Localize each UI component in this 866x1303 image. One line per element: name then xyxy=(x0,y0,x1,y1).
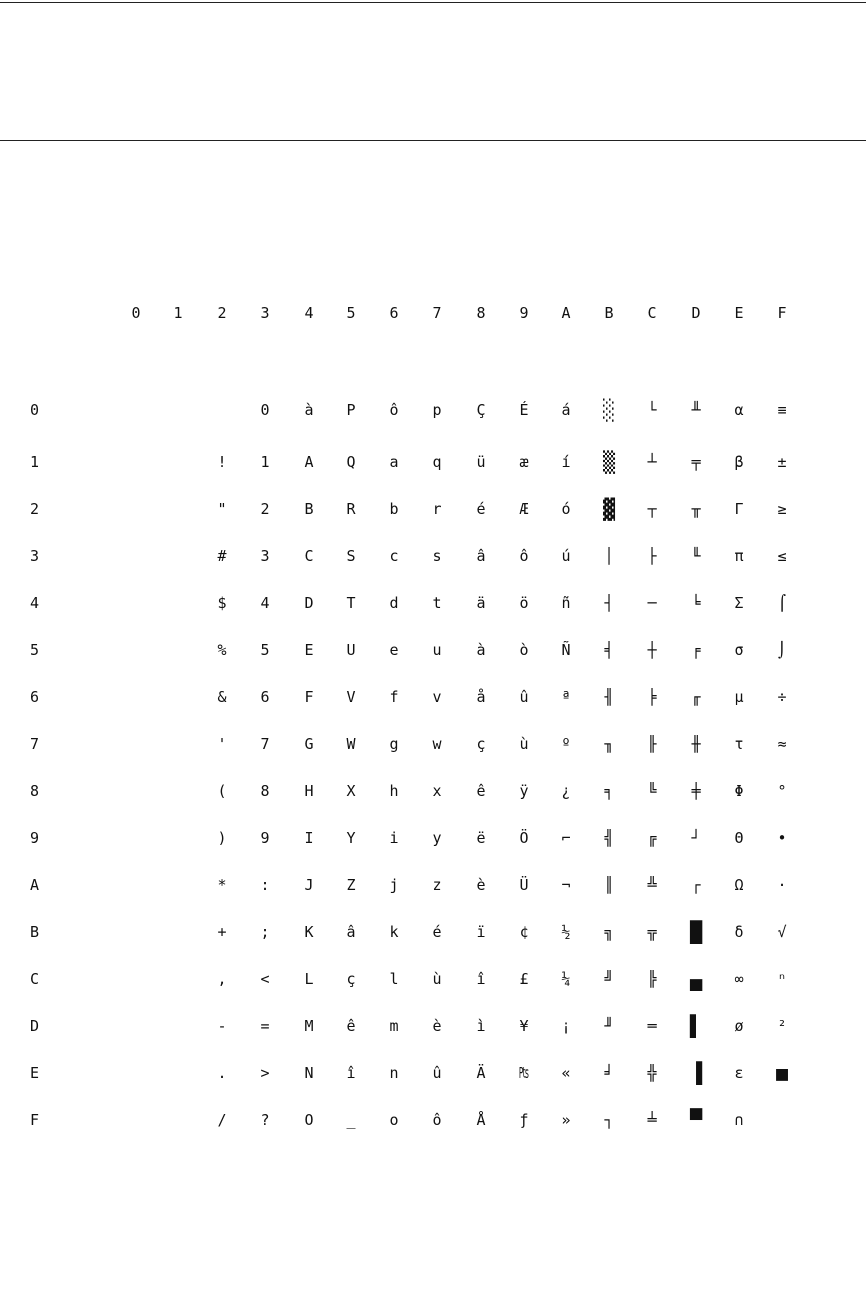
glyph-cell: ° xyxy=(777,782,787,800)
glyph-cell: K xyxy=(304,923,314,941)
row-header-a: A xyxy=(30,876,40,894)
row-header-c: C xyxy=(30,970,40,988)
glyph-cell: √ xyxy=(777,923,787,941)
glyph-cell: █ xyxy=(689,920,703,944)
glyph-cell: │ xyxy=(604,547,614,565)
glyph-cell: ä xyxy=(476,594,486,612)
glyph-cell: Ω xyxy=(734,876,744,894)
glyph-cell: ■ xyxy=(775,1061,789,1085)
row-header-2: 2 xyxy=(30,500,40,518)
glyph-cell: * xyxy=(217,876,227,894)
top-rule xyxy=(0,2,866,3)
glyph-cell: α xyxy=(734,401,744,419)
glyph-cell: I xyxy=(304,829,314,847)
glyph-cell: F xyxy=(304,688,314,706)
glyph-cell: ≡ xyxy=(777,401,787,419)
glyph-cell: 0 xyxy=(260,401,270,419)
glyph-cell: G xyxy=(304,735,314,753)
glyph-cell: ¿ xyxy=(561,782,571,800)
glyph-cell: Φ xyxy=(734,782,744,800)
glyph-cell: ├ xyxy=(647,547,657,565)
glyph-cell: Y xyxy=(346,829,356,847)
glyph-cell: ╓ xyxy=(691,688,701,706)
glyph-cell: E xyxy=(304,641,314,659)
glyph-cell: # xyxy=(217,547,227,565)
glyph-cell: ╒ xyxy=(691,641,701,659)
glyph-cell: β xyxy=(734,453,744,471)
glyph-cell: h xyxy=(389,782,399,800)
column-header-b: B xyxy=(604,304,614,322)
glyph-cell: á xyxy=(561,401,571,419)
glyph-cell: ≈ xyxy=(777,735,787,753)
glyph-cell: p xyxy=(432,401,442,419)
glyph-cell: à xyxy=(304,401,314,419)
glyph-cell: r xyxy=(432,500,442,518)
glyph-cell: a xyxy=(389,453,399,471)
glyph-cell: 8 xyxy=(260,782,270,800)
glyph-cell: Ü xyxy=(519,876,529,894)
glyph-cell: ¼ xyxy=(561,970,571,988)
glyph-cell: Ñ xyxy=(561,641,571,659)
glyph-cell: d xyxy=(389,594,399,612)
glyph-cell: ó xyxy=(561,500,571,518)
glyph-cell: ┤ xyxy=(604,594,614,612)
glyph-cell: 3 xyxy=(260,547,270,565)
glyph-cell: - xyxy=(217,1017,227,1035)
glyph-cell: ô xyxy=(432,1111,442,1129)
glyph-cell: ⌠ xyxy=(777,594,787,612)
glyph-cell: • xyxy=(777,829,787,847)
glyph-cell: ═ xyxy=(647,1017,657,1035)
glyph-cell: ø xyxy=(734,1017,744,1035)
glyph-cell: . xyxy=(217,1064,227,1082)
glyph-cell: ╞ xyxy=(647,688,657,706)
column-header-7: 7 xyxy=(432,304,442,322)
glyph-cell: ú xyxy=(561,547,571,565)
glyph-cell: X xyxy=(346,782,356,800)
glyph-cell: Γ xyxy=(734,500,744,518)
row-header-0: 0 xyxy=(30,401,40,419)
glyph-cell: < xyxy=(260,970,270,988)
glyph-cell: D xyxy=(304,594,314,612)
glyph-cell: l xyxy=(389,970,399,988)
glyph-cell: « xyxy=(561,1064,571,1082)
glyph-cell: Æ xyxy=(519,500,529,518)
glyph-cell: ╙ xyxy=(691,547,701,565)
glyph-cell: M xyxy=(304,1017,314,1035)
glyph-cell: S xyxy=(346,547,356,565)
column-header-e: E xyxy=(734,304,744,322)
glyph-cell: · xyxy=(777,876,787,894)
glyph-cell: H xyxy=(304,782,314,800)
row-header-1: 1 xyxy=(30,453,40,471)
glyph-cell: ╕ xyxy=(604,782,614,800)
glyph-cell: ò xyxy=(519,641,529,659)
column-header-f: F xyxy=(777,304,787,322)
glyph-cell: ╠ xyxy=(647,970,657,988)
glyph-cell: ù xyxy=(432,970,442,988)
glyph-cell: ö xyxy=(519,594,529,612)
glyph-cell: i xyxy=(389,829,399,847)
glyph-cell: q xyxy=(432,453,442,471)
glyph-cell: w xyxy=(432,735,442,753)
glyph-cell: ╚ xyxy=(647,782,657,800)
row-header-f: F xyxy=(30,1111,40,1129)
row-header-3: 3 xyxy=(30,547,40,565)
glyph-cell: + xyxy=(217,923,227,941)
glyph-cell: ┬ xyxy=(647,500,657,518)
glyph-cell: ê xyxy=(476,782,486,800)
glyph-cell: ç xyxy=(476,735,486,753)
glyph-cell: ( xyxy=(217,782,227,800)
glyph-cell: ▀ xyxy=(689,1108,703,1132)
glyph-cell: å xyxy=(476,688,486,706)
glyph-cell: T xyxy=(346,594,356,612)
glyph-cell: , xyxy=(217,970,227,988)
glyph-cell: s xyxy=(432,547,442,565)
glyph-cell: ╜ xyxy=(604,1017,614,1035)
glyph-cell: ╖ xyxy=(604,735,614,753)
glyph-cell: ╝ xyxy=(604,970,614,988)
glyph-cell: ╥ xyxy=(691,500,701,518)
glyph-cell: ╩ xyxy=(647,876,657,894)
glyph-cell: ) xyxy=(217,829,227,847)
glyph-cell: t xyxy=(432,594,442,612)
glyph-cell: ▄ xyxy=(689,967,703,991)
glyph-cell: ╫ xyxy=(691,735,701,753)
row-header-4: 4 xyxy=(30,594,40,612)
column-header-8: 8 xyxy=(476,304,486,322)
glyph-cell: m xyxy=(389,1017,399,1035)
column-header-9: 9 xyxy=(519,304,529,322)
glyph-cell: ╛ xyxy=(604,1064,614,1082)
glyph-cell: é xyxy=(476,500,486,518)
glyph-cell: Å xyxy=(476,1111,486,1129)
glyph-cell: ê xyxy=(346,1017,356,1035)
row-header-6: 6 xyxy=(30,688,40,706)
glyph-cell: º xyxy=(561,735,571,753)
glyph-cell: j xyxy=(389,876,399,894)
glyph-cell: » xyxy=(561,1111,571,1129)
glyph-cell: ƒ xyxy=(519,1111,529,1129)
glyph-cell: ô xyxy=(519,547,529,565)
row-header-b: B xyxy=(30,923,40,941)
glyph-cell: y xyxy=(432,829,442,847)
glyph-cell: ¡ xyxy=(561,1017,571,1035)
glyph-cell: 4 xyxy=(260,594,270,612)
glyph-cell: ÷ xyxy=(777,688,787,706)
glyph-cell: ? xyxy=(260,1111,270,1129)
glyph-cell: ░ xyxy=(602,398,616,422)
glyph-cell: ô xyxy=(389,401,399,419)
glyph-cell: ╗ xyxy=(604,923,614,941)
glyph-cell: û xyxy=(519,688,529,706)
column-header-a: A xyxy=(561,304,571,322)
glyph-cell: c xyxy=(389,547,399,565)
glyph-cell: " xyxy=(217,500,227,518)
column-header-6: 6 xyxy=(389,304,399,322)
glyph-cell: _ xyxy=(346,1111,356,1129)
glyph-cell: ╦ xyxy=(647,923,657,941)
glyph-cell: ┴ xyxy=(647,453,657,471)
row-header-d: D xyxy=(30,1017,40,1035)
row-header-8: 8 xyxy=(30,782,40,800)
glyph-cell: ╬ xyxy=(647,1064,657,1082)
glyph-cell: ╨ xyxy=(691,401,701,419)
glyph-cell: ñ xyxy=(561,594,571,612)
glyph-cell: ç xyxy=(346,970,356,988)
glyph-cell: 6 xyxy=(260,688,270,706)
glyph-cell: V xyxy=(346,688,356,706)
glyph-cell: A xyxy=(304,453,314,471)
glyph-cell: Θ xyxy=(734,829,744,847)
glyph-cell: ▌ xyxy=(689,1014,703,1038)
glyph-cell: 5 xyxy=(260,641,270,659)
glyph-cell: x xyxy=(432,782,442,800)
row-header-e: E xyxy=(30,1064,40,1082)
glyph-cell: ║ xyxy=(604,876,614,894)
glyph-cell: δ xyxy=(734,923,744,941)
glyph-cell: / xyxy=(217,1111,227,1129)
column-header-5: 5 xyxy=(346,304,356,322)
glyph-cell: & xyxy=(217,688,227,706)
glyph-cell: b xyxy=(389,500,399,518)
glyph-cell: π xyxy=(734,547,744,565)
row-header-9: 9 xyxy=(30,829,40,847)
glyph-cell: É xyxy=(519,401,529,419)
glyph-cell: â xyxy=(346,923,356,941)
row-header-5: 5 xyxy=(30,641,40,659)
glyph-cell: è xyxy=(432,1017,442,1035)
glyph-cell: f xyxy=(389,688,399,706)
column-header-2: 2 xyxy=(217,304,227,322)
column-header-0: 0 xyxy=(131,304,141,322)
glyph-cell: â xyxy=(476,547,486,565)
glyph-cell: Ö xyxy=(519,829,529,847)
glyph-cell: ¬ xyxy=(561,876,571,894)
glyph-cell: C xyxy=(304,547,314,565)
column-header-1: 1 xyxy=(173,304,183,322)
glyph-cell: Ä xyxy=(476,1064,486,1082)
glyph-cell: Σ xyxy=(734,594,744,612)
glyph-cell: ∞ xyxy=(734,970,744,988)
glyph-cell: ╢ xyxy=(604,688,614,706)
glyph-cell: ë xyxy=(476,829,486,847)
glyph-cell: ┐ xyxy=(604,1111,614,1129)
glyph-cell: 9 xyxy=(260,829,270,847)
glyph-cell: ╣ xyxy=(604,829,614,847)
glyph-cell: ╘ xyxy=(691,594,701,612)
glyph-cell: ╔ xyxy=(647,829,657,847)
glyph-cell: J xyxy=(304,876,314,894)
glyph-cell: £ xyxy=(519,970,529,988)
glyph-cell: ┘ xyxy=(691,829,701,847)
glyph-cell: ╟ xyxy=(647,735,657,753)
column-header-c: C xyxy=(647,304,657,322)
glyph-cell: σ xyxy=(734,641,744,659)
glyph-cell: ₧ xyxy=(519,1064,529,1082)
glyph-cell: à xyxy=(476,641,486,659)
glyph-cell: └ xyxy=(647,401,657,419)
glyph-cell: $ xyxy=(217,594,227,612)
glyph-cell: ½ xyxy=(561,923,571,941)
glyph-cell: g xyxy=(389,735,399,753)
glyph-cell: k xyxy=(389,923,399,941)
glyph-cell: ┼ xyxy=(647,641,657,659)
glyph-cell: î xyxy=(346,1064,356,1082)
glyph-cell: é xyxy=(432,923,442,941)
glyph-cell: O xyxy=(304,1111,314,1129)
column-header-d: D xyxy=(691,304,701,322)
glyph-cell: ⌐ xyxy=(561,829,571,847)
glyph-cell: ² xyxy=(777,1017,787,1035)
glyph-cell: ⁿ xyxy=(777,970,787,988)
glyph-cell: : xyxy=(260,876,270,894)
glyph-cell: n xyxy=(389,1064,399,1082)
glyph-cell: N xyxy=(304,1064,314,1082)
glyph-cell: v xyxy=(432,688,442,706)
glyph-cell: ì xyxy=(476,1017,486,1035)
glyph-cell: ± xyxy=(777,453,787,471)
glyph-cell: ⌡ xyxy=(777,641,787,659)
glyph-cell: u xyxy=(432,641,442,659)
glyph-cell: ╡ xyxy=(604,641,614,659)
glyph-cell: z xyxy=(432,876,442,894)
glyph-cell: ∩ xyxy=(734,1111,744,1129)
glyph-cell: ü xyxy=(476,453,486,471)
glyph-cell: ≤ xyxy=(777,547,787,565)
glyph-cell: e xyxy=(389,641,399,659)
glyph-cell: R xyxy=(346,500,356,518)
glyph-cell: ▓ xyxy=(602,497,616,521)
glyph-cell: 7 xyxy=(260,735,270,753)
glyph-cell: ! xyxy=(217,453,227,471)
glyph-cell: 1 xyxy=(260,453,270,471)
glyph-cell: ─ xyxy=(647,594,657,612)
glyph-cell: B xyxy=(304,500,314,518)
glyph-cell: Z xyxy=(346,876,356,894)
glyph-cell: P xyxy=(346,401,356,419)
glyph-cell: í xyxy=(561,453,571,471)
glyph-cell: æ xyxy=(519,453,529,471)
glyph-cell: Q xyxy=(346,453,356,471)
glyph-cell: ╪ xyxy=(691,782,701,800)
column-header-4: 4 xyxy=(304,304,314,322)
glyph-cell: = xyxy=(260,1017,270,1035)
glyph-cell: > xyxy=(260,1064,270,1082)
glyph-cell: ¥ xyxy=(519,1017,529,1035)
glyph-cell: ┌ xyxy=(691,876,701,894)
glyph-cell: W xyxy=(346,735,356,753)
glyph-cell: ╤ xyxy=(691,453,701,471)
glyph-cell: û xyxy=(432,1064,442,1082)
glyph-cell: ≥ xyxy=(777,500,787,518)
row-header-7: 7 xyxy=(30,735,40,753)
glyph-cell: î xyxy=(476,970,486,988)
glyph-cell: µ xyxy=(734,688,744,706)
glyph-cell: τ xyxy=(734,735,744,753)
glyph-cell: ε xyxy=(734,1064,744,1082)
glyph-cell: ª xyxy=(561,688,571,706)
glyph-cell: L xyxy=(304,970,314,988)
glyph-cell: ' xyxy=(217,735,227,753)
glyph-cell: 2 xyxy=(260,500,270,518)
glyph-cell: è xyxy=(476,876,486,894)
glyph-cell: U xyxy=(346,641,356,659)
glyph-cell: ¢ xyxy=(519,923,529,941)
glyph-cell: ù xyxy=(519,735,529,753)
glyph-cell: ; xyxy=(260,923,270,941)
glyph-cell: ▐ xyxy=(689,1061,703,1085)
glyph-cell: Ç xyxy=(476,401,486,419)
glyph-cell: ╧ xyxy=(647,1111,657,1129)
glyph-cell: ï xyxy=(476,923,486,941)
glyph-cell: % xyxy=(217,641,227,659)
column-header-3: 3 xyxy=(260,304,270,322)
glyph-cell: ▒ xyxy=(602,450,616,474)
glyph-cell: ÿ xyxy=(519,782,529,800)
header-separator-rule xyxy=(0,140,866,141)
glyph-cell: o xyxy=(389,1111,399,1129)
